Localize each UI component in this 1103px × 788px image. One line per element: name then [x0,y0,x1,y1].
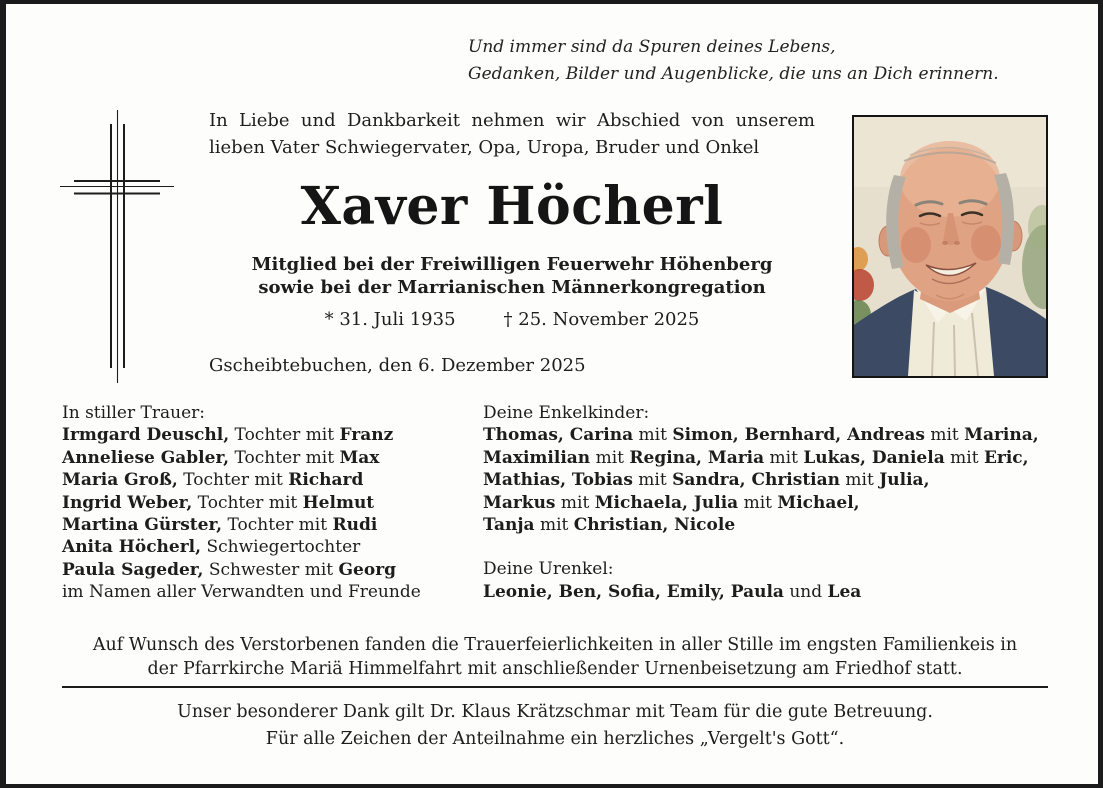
urenkel-lines [483,581,1061,603]
intro-text: In Liebe und Dankbarkeit nehmen wir Abschied von unserem lieben Vater Schwiegervater, Opa, Uropa, Bruder und Onkel [209,110,815,158]
thanks-line-2: Für alle Zeichen der Anteilnahme ein herzliches „Vergelt's Gott“. [265,729,845,749]
funeral-notice [62,633,1048,681]
mourners-left-header: In stiller Trauer: [62,403,205,423]
mourner-line: Maria Groß, Tochter mit Richard [62,470,364,491]
mourner-line: Anita Höcherl, Schwiegertochter [62,537,361,558]
deceased-name: Xaver Höcherl [300,176,724,237]
quote-line-1: Und immer sind da Spuren deines Lebens, [468,37,836,57]
mourner-line: Irmgard Deuschl, Tochter mit Franz [62,425,394,446]
membership-line-1: Mitglied bei der Freiwilligen Feuerwehr Höhenberg [251,254,773,275]
mourner-line: Tanja mit Christian, Nicole [483,515,736,536]
enkelkinder-lines [483,424,1061,536]
thanks-section [62,699,1048,753]
mourner-line: Maximilian mit Regina, Maria mit Lukas, Daniela mit Eric, [483,447,1029,468]
memorial-cross-icon [55,102,179,392]
thanks-line-1: Unser besonderer Dank gilt Dr. Klaus Krätzschmar mit Team für die gute Betreuung. [177,702,933,722]
membership-lines [209,254,815,299]
mourners-left-lines [62,424,467,603]
life-dates [209,309,815,330]
memorial-quote [468,34,999,88]
mourner-line: Thomas, Carina mit Simon, Bernhard, Andreas mit Marina, [483,425,1039,446]
membership-line-2: sowie bei der Marrianischen Männerkongregation [258,276,766,298]
mourner-line: Mathias, Tobias mit Sandra, Christian mit Julia, [483,470,930,491]
mourners-left-column [62,402,467,604]
mourner-line: Markus mit Michaela, Julia mit Michael, [483,492,860,513]
mourner-line: Paula Sageder, Schwester mit Georg [62,559,397,580]
urenkel-header: Deine Urenkel: [483,559,614,580]
portrait-photo [852,115,1048,378]
mourner-line: Ingrid Weber, Tochter mit Helmut [62,492,375,513]
mourner-line: Leonie, Ben, Sofia, Emily, Paula und Lea [483,581,862,602]
horizontal-divider [62,686,1048,688]
place-date-line: Gscheibtebuchen, den 6. Dezember 2025 [209,355,586,376]
mourner-line: im Namen aller Verwandten und Freunde [62,582,421,603]
mourner-line: Martina Gürster, Tochter mit Rudi [62,515,378,536]
mourners-right-column [483,402,1061,603]
mourner-line: Anneliese Gabler, Tochter mit Max [62,447,380,468]
quote-line-2: Gedanken, Bilder und Augenblicke, die uns an Dich erinnern. [468,64,999,84]
funeral-notice-text: Auf Wunsch des Verstorbenen fanden die Trauerfeierlichkeiten in aller Stille im engsten Familienkeis in der Pfarrkirche Mariä Himmelfahrt mit anschließender Urnenbeisetzung am Friedhof statt. [92,635,1018,679]
enkelkinder-header: Deine Enkelkinder: [483,403,650,423]
birth-date: * 31. Juli 1935 [324,309,456,330]
death-date: † 25. November 2025 [503,309,700,330]
